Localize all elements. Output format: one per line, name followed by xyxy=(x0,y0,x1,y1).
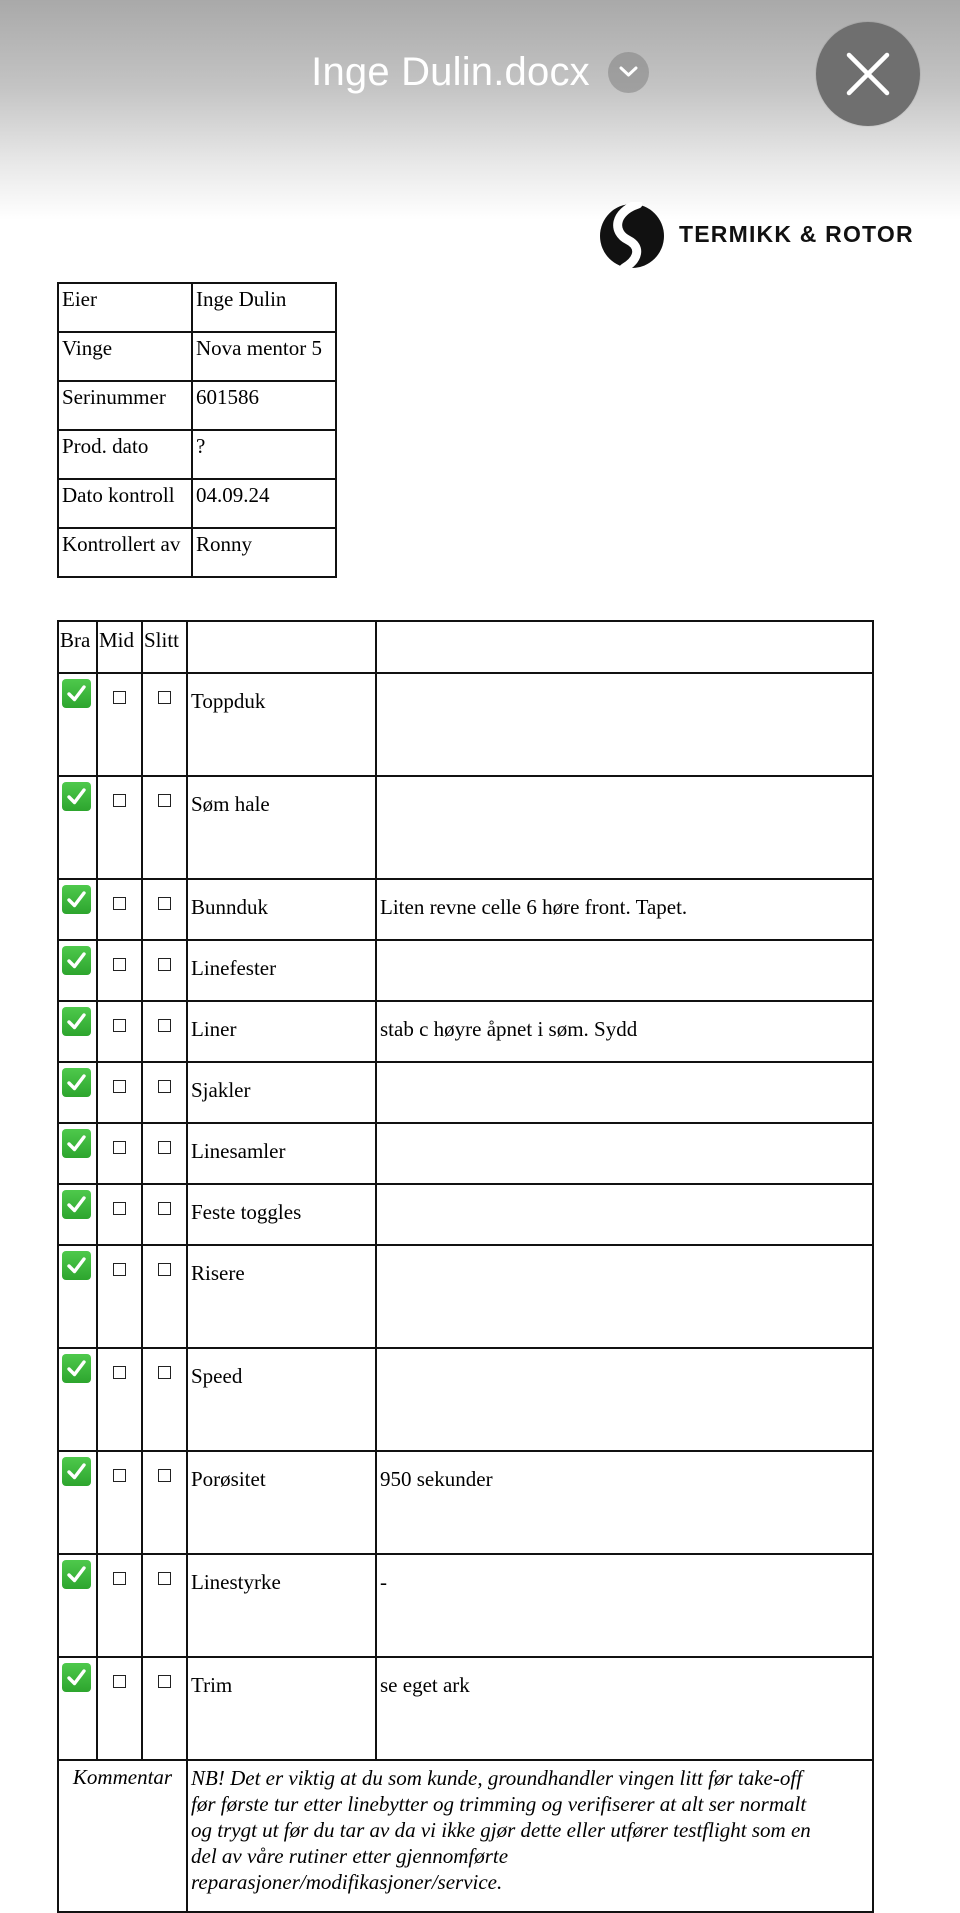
inspection-row xyxy=(58,1657,873,1760)
checkbox-icon[interactable] xyxy=(158,1080,171,1093)
rating-cell-bra xyxy=(58,1348,97,1451)
inspection-row xyxy=(58,1123,873,1184)
checkbox-icon[interactable] xyxy=(113,1572,126,1585)
inspection-row xyxy=(58,940,873,1001)
item-name: Risere xyxy=(187,1245,376,1348)
rating-cell-mid xyxy=(97,1184,142,1245)
inspection-table xyxy=(57,620,874,1913)
item-name: Linesamler xyxy=(187,1123,376,1184)
inspection-row xyxy=(58,673,873,776)
info-label: Prod. dato xyxy=(58,430,192,479)
item-name: Linefester xyxy=(187,940,376,1001)
checkbox-icon[interactable] xyxy=(158,1675,171,1688)
wing-info-table xyxy=(57,282,337,578)
rating-cell-bra xyxy=(58,1554,97,1657)
item-note xyxy=(376,1123,873,1184)
info-value: ? xyxy=(192,430,336,479)
rating-cell-slitt xyxy=(142,940,187,1001)
item-note: - xyxy=(376,1554,873,1657)
rating-cell-slitt xyxy=(142,1554,187,1657)
comment-label: Kommentar xyxy=(58,1760,187,1912)
checkmark-icon[interactable] xyxy=(62,782,91,811)
item-name: Feste toggles xyxy=(187,1184,376,1245)
item-name: Toppduk xyxy=(187,673,376,776)
checkbox-icon[interactable] xyxy=(113,1366,126,1379)
info-value: 04.09.24 xyxy=(192,479,336,528)
company-logo-text: TERMIKK & ROTOR xyxy=(679,221,914,247)
item-name: Porøsitet xyxy=(187,1451,376,1554)
checkbox-icon[interactable] xyxy=(113,1675,126,1688)
item-note xyxy=(376,1245,873,1348)
checkmark-icon[interactable] xyxy=(62,1560,91,1589)
checkbox-icon[interactable] xyxy=(113,1080,126,1093)
checkbox-icon[interactable] xyxy=(158,1366,171,1379)
rating-cell-bra xyxy=(58,879,97,940)
info-row xyxy=(58,283,336,332)
inspection-row xyxy=(58,1348,873,1451)
checkbox-icon[interactable] xyxy=(113,897,126,910)
info-row xyxy=(58,430,336,479)
rating-cell-mid xyxy=(97,673,142,776)
rating-cell-slitt xyxy=(142,1123,187,1184)
comment-line: del av våre rutiner etter gjennomførte xyxy=(191,1844,509,1868)
info-row xyxy=(58,332,336,381)
info-row xyxy=(58,528,336,577)
inspection-row xyxy=(58,1554,873,1657)
checkmark-icon[interactable] xyxy=(62,1354,91,1383)
info-row xyxy=(58,381,336,430)
info-label: Vinge xyxy=(58,332,192,381)
rating-cell-slitt xyxy=(142,1451,187,1554)
rating-cell-mid xyxy=(97,1062,142,1123)
item-note xyxy=(376,1348,873,1451)
rating-cell-bra xyxy=(58,1657,97,1760)
rating-cell-mid xyxy=(97,1245,142,1348)
checkbox-icon[interactable] xyxy=(113,1263,126,1276)
checkbox-icon[interactable] xyxy=(113,1019,126,1032)
rating-cell-slitt xyxy=(142,1657,187,1760)
item-name: Trim xyxy=(187,1657,376,1760)
rating-cell-mid xyxy=(97,1348,142,1451)
item-name: Linestyrke xyxy=(187,1554,376,1657)
rating-cell-slitt xyxy=(142,776,187,879)
info-value: Inge Dulin xyxy=(192,283,336,332)
comment-line: reparasjoner/modifikasjoner/service. xyxy=(191,1870,503,1894)
info-label: Eier xyxy=(58,283,192,332)
chevron-down-icon[interactable] xyxy=(608,52,649,93)
inspection-header-row xyxy=(58,621,873,673)
header-note xyxy=(376,621,873,673)
close-button[interactable] xyxy=(816,22,920,126)
rating-cell-mid xyxy=(97,1451,142,1554)
checkbox-icon[interactable] xyxy=(158,1469,171,1482)
item-name: Sjakler xyxy=(187,1062,376,1123)
comment-line: NB! Det er viktig at du som kunde, groundhandler vingen litt før take-off xyxy=(191,1766,803,1790)
info-row xyxy=(58,479,336,528)
item-note: se eget ark xyxy=(376,1657,873,1760)
close-icon xyxy=(846,52,890,96)
rating-cell-mid xyxy=(97,940,142,1001)
comment-row xyxy=(58,1760,873,1912)
checkbox-icon[interactable] xyxy=(158,897,171,910)
inspection-row xyxy=(58,1184,873,1245)
item-note xyxy=(376,776,873,879)
checkbox-icon[interactable] xyxy=(158,1141,171,1154)
header-mid: Mid xyxy=(97,621,142,673)
checkbox-icon[interactable] xyxy=(158,1202,171,1215)
checkbox-icon[interactable] xyxy=(158,1019,171,1032)
checkmark-icon[interactable] xyxy=(62,679,91,708)
info-value: 601586 xyxy=(192,381,336,430)
checkbox-icon[interactable] xyxy=(158,1572,171,1585)
info-label: Serinummer xyxy=(58,381,192,430)
comment-line: og trygt ut før du tar av da vi ikke gjør dette eller utfører testflight som en xyxy=(191,1818,811,1842)
header-slitt: Slitt xyxy=(142,621,187,673)
comment-text xyxy=(187,1760,873,1912)
inspection-row xyxy=(58,879,873,940)
checkmark-icon[interactable] xyxy=(62,1663,91,1692)
rating-cell-bra xyxy=(58,776,97,879)
item-note: stab c høyre åpnet i søm. Sydd xyxy=(376,1001,873,1062)
item-note xyxy=(376,1062,873,1123)
inspection-row xyxy=(58,1001,873,1062)
item-name: Liner xyxy=(187,1001,376,1062)
rating-cell-bra xyxy=(58,673,97,776)
viewer-header xyxy=(0,0,960,220)
checkbox-icon[interactable] xyxy=(113,691,126,704)
checkmark-icon[interactable] xyxy=(62,1007,91,1036)
item-note: 950 sekunder xyxy=(376,1451,873,1554)
rating-cell-bra xyxy=(58,940,97,1001)
rating-cell-bra xyxy=(58,1184,97,1245)
checkmark-icon[interactable] xyxy=(62,1129,91,1158)
item-note xyxy=(376,940,873,1001)
checkmark-icon[interactable] xyxy=(62,1457,91,1486)
rating-cell-mid xyxy=(97,1554,142,1657)
header-item xyxy=(187,621,376,673)
checkmark-icon[interactable] xyxy=(62,1068,91,1097)
info-label: Kontrollert av xyxy=(58,528,192,577)
item-note xyxy=(376,673,873,776)
checkmark-icon[interactable] xyxy=(62,946,91,975)
comment-line: før første tur etter linebytter og trimming og verifiserer at alt ser normalt xyxy=(191,1792,807,1816)
checkbox-icon[interactable] xyxy=(158,958,171,971)
header-bra: Bra xyxy=(58,621,97,673)
checkbox-icon[interactable] xyxy=(113,1469,126,1482)
inspection-rows xyxy=(58,673,873,1760)
rating-cell-bra xyxy=(58,1123,97,1184)
rating-cell-bra xyxy=(58,1451,97,1554)
info-value: Nova mentor 5 xyxy=(192,332,336,381)
checkbox-icon[interactable] xyxy=(158,691,171,704)
checkmark-icon[interactable] xyxy=(62,1190,91,1219)
item-note: Liten revne celle 6 høre front. Tapet. xyxy=(376,879,873,940)
rating-cell-slitt xyxy=(142,1348,187,1451)
item-name: Bunnduk xyxy=(187,879,376,940)
checkmark-icon[interactable] xyxy=(62,1251,91,1280)
item-name: Speed xyxy=(187,1348,376,1451)
rating-cell-mid xyxy=(97,1123,142,1184)
item-note xyxy=(376,1184,873,1245)
rating-cell-slitt xyxy=(142,1184,187,1245)
inspection-row xyxy=(58,1245,873,1348)
info-label: Dato kontroll xyxy=(58,479,192,528)
checkbox-icon[interactable] xyxy=(158,1263,171,1276)
inspection-row xyxy=(58,1062,873,1123)
rating-cell-bra xyxy=(58,1062,97,1123)
document-filename[interactable]: Inge Dulin.docx xyxy=(311,49,590,94)
rating-cell-slitt xyxy=(142,1001,187,1062)
rating-cell-slitt xyxy=(142,673,187,776)
rating-cell-slitt xyxy=(142,1245,187,1348)
rating-cell-mid xyxy=(97,1657,142,1760)
info-value: Ronny xyxy=(192,528,336,577)
rating-cell-bra xyxy=(58,1001,97,1062)
checkbox-icon[interactable] xyxy=(113,1141,126,1154)
checkmark-icon[interactable] xyxy=(62,885,91,914)
rating-cell-mid xyxy=(97,879,142,940)
checkbox-icon[interactable] xyxy=(113,958,126,971)
checkbox-icon[interactable] xyxy=(158,794,171,807)
rating-cell-bra xyxy=(58,1245,97,1348)
rating-cell-slitt xyxy=(142,1062,187,1123)
inspection-row xyxy=(58,1451,873,1554)
item-name: Søm hale xyxy=(187,776,376,879)
rating-cell-mid xyxy=(97,1001,142,1062)
checkbox-icon[interactable] xyxy=(113,794,126,807)
termikk-rotor-logo-icon xyxy=(598,202,666,270)
rating-cell-slitt xyxy=(142,879,187,940)
inspection-row xyxy=(58,776,873,879)
checkbox-icon[interactable] xyxy=(113,1202,126,1215)
rating-cell-mid xyxy=(97,776,142,879)
